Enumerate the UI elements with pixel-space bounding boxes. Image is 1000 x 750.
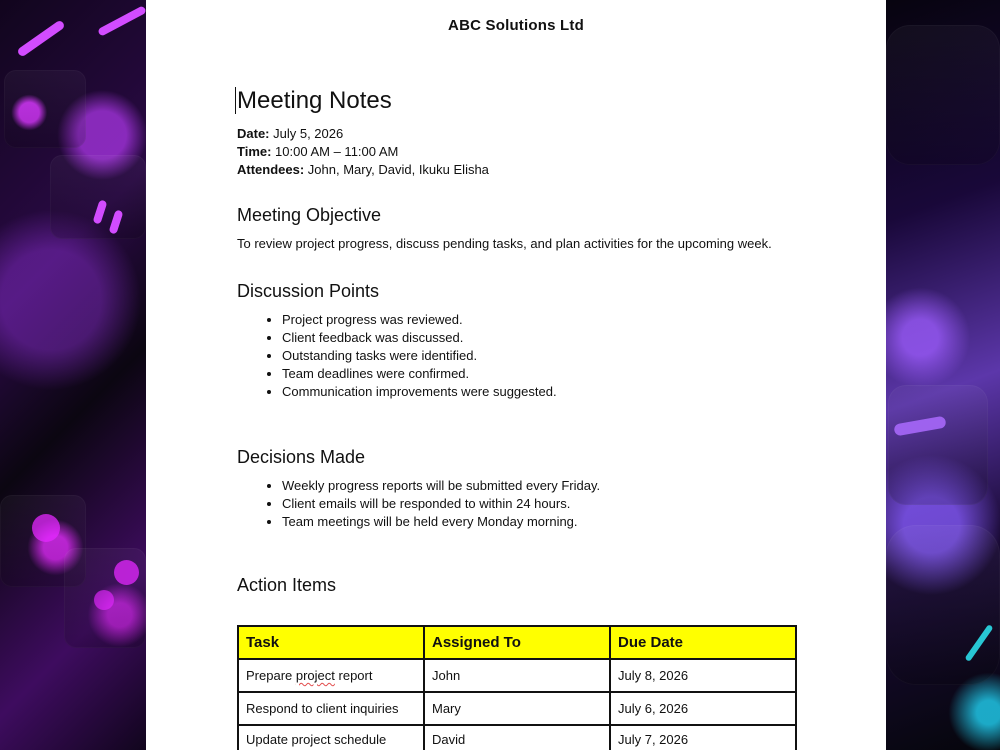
document-content[interactable] xyxy=(237,84,797,750)
meeting-time xyxy=(237,143,797,161)
time-value: 10:00 AM – 11:00 AM xyxy=(271,144,399,159)
attendees-value: John, Mary, David, Ikuku Elisha xyxy=(304,162,489,177)
action-items-heading: Action Items xyxy=(237,575,337,595)
task-cell[interactable]: Prepare project report xyxy=(238,659,424,692)
table-row[interactable] xyxy=(238,659,796,692)
document-title: Meeting Notes xyxy=(237,87,392,114)
left-light-streak xyxy=(97,5,146,36)
right-background-image xyxy=(886,0,1000,750)
due-date-cell[interactable]: July 6, 2026 xyxy=(610,692,796,725)
assignee-cell[interactable]: John xyxy=(424,659,610,692)
left-key-light xyxy=(32,514,60,542)
task-column-header: Task xyxy=(238,626,424,659)
document-page[interactable] xyxy=(146,0,886,750)
decisions-list xyxy=(237,477,797,531)
assignee-cell[interactable]: David xyxy=(424,725,610,750)
left-key-light xyxy=(94,590,114,610)
time-label: Time: xyxy=(237,144,272,159)
action-items-table[interactable] xyxy=(237,625,797,750)
discussion-list xyxy=(237,311,797,401)
table-row[interactable] xyxy=(238,692,796,725)
discussion-item: • Client feedback was discussed. xyxy=(282,329,797,347)
date-label: Date: xyxy=(237,126,270,141)
keyboard-key-shape xyxy=(888,385,988,505)
left-key-light xyxy=(114,560,139,585)
left-light-streak xyxy=(16,19,65,57)
decision-item: • Team meetings will be held every Monday morning. xyxy=(282,513,797,531)
discussion-item: • Project progress was reviewed. xyxy=(282,311,797,329)
spellcheck-underline: project xyxy=(295,668,335,683)
assignee-cell[interactable]: Mary xyxy=(424,692,610,725)
keyboard-key-shape xyxy=(50,155,146,239)
discussion-item: • Outstanding tasks were identified. xyxy=(282,347,797,365)
decision-item: • Client emails will be responded to within 24 hours. xyxy=(282,495,797,513)
assigned-to-column-header: Assigned To xyxy=(424,626,610,659)
table-row[interactable] xyxy=(238,725,796,750)
date-value: July 5, 2026 xyxy=(269,126,344,141)
discussion-heading: Discussion Points xyxy=(237,281,380,301)
objective-text: To review project progress, discuss pending tasks, and plan activities for the upcoming week. xyxy=(237,236,772,251)
discussion-item: • Communication improvements were suggested. xyxy=(282,383,797,401)
keyboard-key-shape xyxy=(4,70,86,148)
meeting-meta xyxy=(237,125,797,179)
decision-item: • Weekly progress reports will be submitted every Friday. xyxy=(282,477,797,495)
text-cursor xyxy=(235,87,236,114)
meeting-attendees xyxy=(237,161,797,179)
task-cell[interactable]: Update project schedule xyxy=(238,725,424,750)
due-date-cell[interactable]: July 7, 2026 xyxy=(610,725,796,750)
keyboard-key-shape xyxy=(886,525,1000,685)
meeting-date xyxy=(237,125,797,143)
decisions-heading: Decisions Made xyxy=(237,447,366,467)
left-background-image xyxy=(0,0,146,750)
due-date-column-header: Due Date xyxy=(610,626,796,659)
company-header: ABC Solutions Ltd xyxy=(448,17,584,34)
task-cell[interactable]: Respond to client inquiries xyxy=(238,692,424,725)
table-header-row xyxy=(238,626,796,659)
objective-heading: Meeting Objective xyxy=(237,205,382,225)
discussion-item: • Team deadlines were confirmed. xyxy=(282,365,797,383)
keyboard-key-shape xyxy=(886,25,1000,165)
attendees-label: Attendees: xyxy=(237,162,305,177)
due-date-cell[interactable]: July 8, 2026 xyxy=(610,659,796,692)
